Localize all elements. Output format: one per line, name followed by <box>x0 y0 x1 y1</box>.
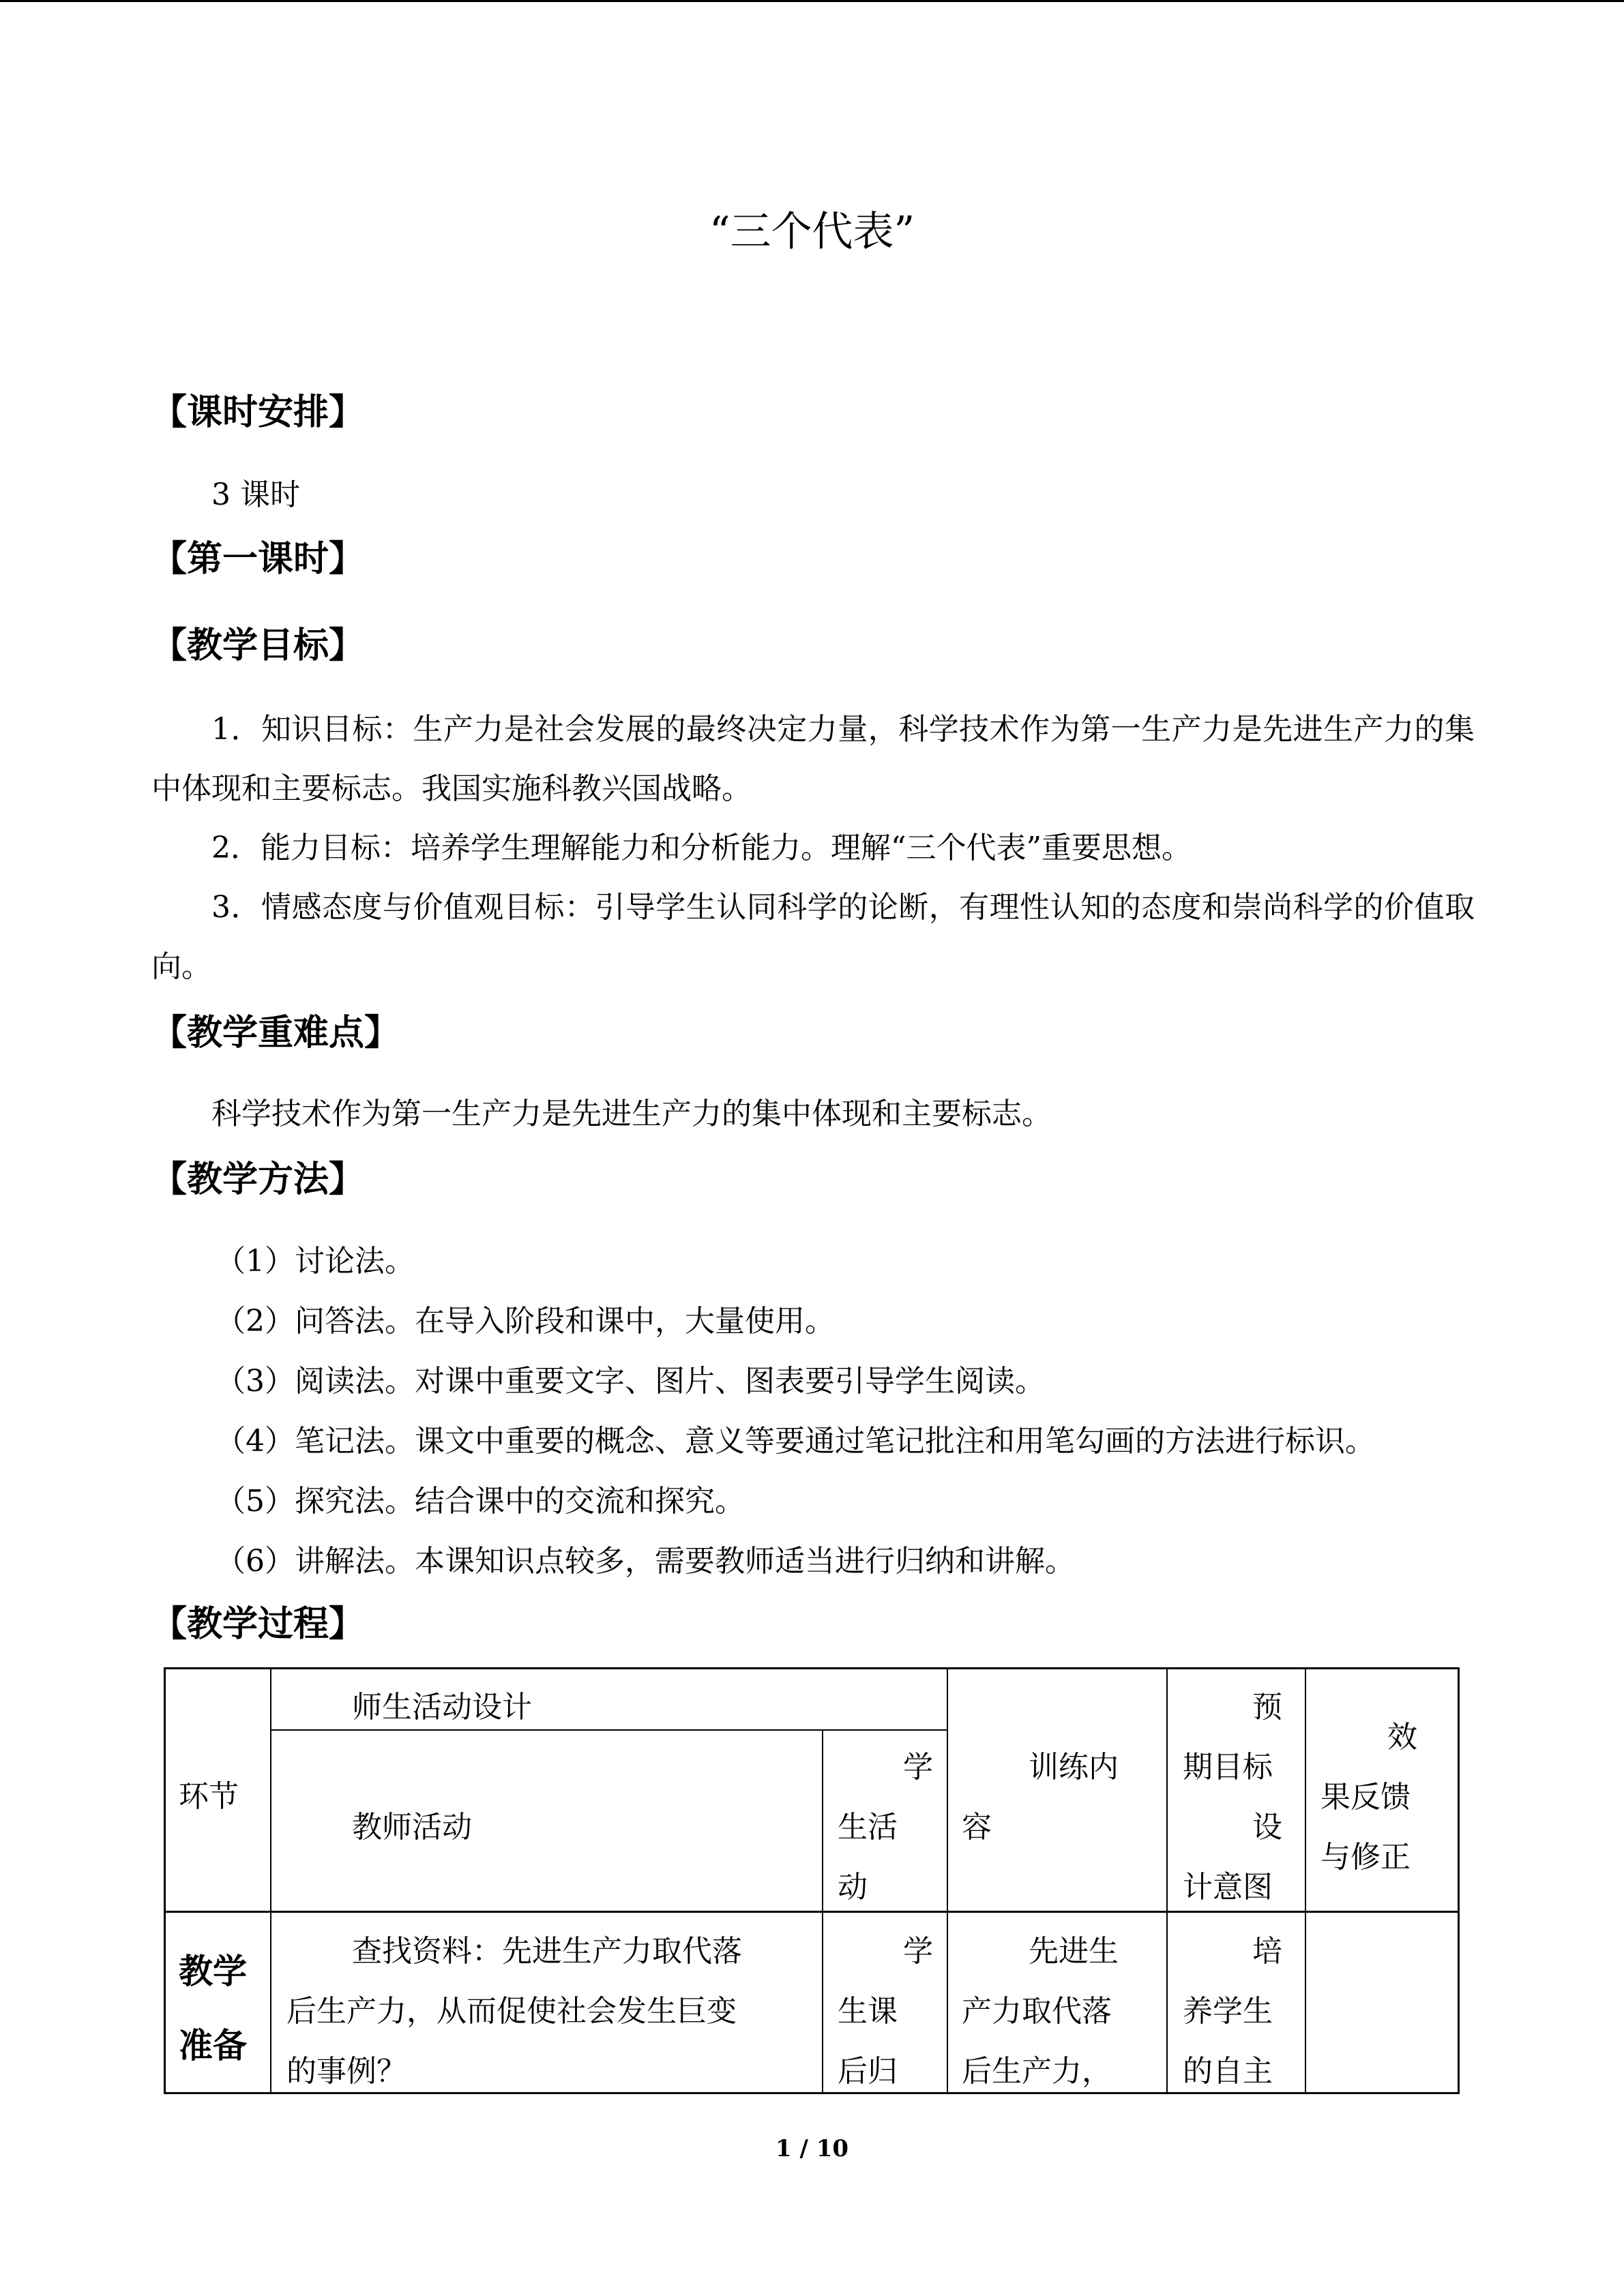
row-expected-goal: 养学生 <box>1183 1994 1273 2029</box>
header-feedback: 效 <box>1387 1720 1417 1755</box>
row-expected-goal: 的自主 <box>1183 2054 1273 2089</box>
method-item: （2）问答法。在导入阶段和课中，大量使用。 <box>216 1304 835 1339</box>
table-border-top <box>164 1667 1460 1669</box>
document-title: “三个代表” <box>709 208 915 256</box>
table-rule <box>1166 1667 1168 2094</box>
header-student-activity: 学 <box>903 1750 933 1785</box>
heading-objectives: 【教学目标】 <box>151 625 365 666</box>
row-training-content: 后生产力， <box>962 2054 1112 2089</box>
row-stage: 准备 <box>179 2025 247 2066</box>
heading-key-points: 【教学重难点】 <box>151 1012 400 1054</box>
method-item: （4）笔记法。课文中重要的概念、意义等要通过笔记批注和用笔勾画的方法进行标识。 <box>216 1424 1375 1459</box>
page-number: 1 / 10 <box>775 2135 849 2162</box>
key-points-text: 科学技术作为第一生产力是先进生产力的集中体现和主要标志。 <box>211 1097 1052 1131</box>
heading-first-lesson: 【第一课时】 <box>151 538 365 580</box>
header-expected-goal: 期目标 <box>1183 1750 1273 1785</box>
row-teacher-activity: 的事例？ <box>286 2054 407 2089</box>
table-rule <box>1305 1667 1306 2094</box>
header-activity-design: 师生活动设计 <box>352 1690 532 1725</box>
row-training-content: 产力取代落 <box>962 1994 1112 2029</box>
table-rule <box>270 1667 271 2094</box>
header-feedback: 果反馈 <box>1320 1780 1411 1815</box>
header-expected-goal: 设 <box>1252 1810 1282 1845</box>
header-student-activity: 生活 <box>838 1810 898 1845</box>
objective-item-3: 3．情感态度与价值观目标：引导学生认同科学的论断，有理性认知的态度和崇尚科学的价值取向。 <box>151 890 1475 984</box>
header-student-activity: 动 <box>838 1870 868 1905</box>
table-border-right <box>1458 1667 1460 2094</box>
header-expected-goal: 计意图 <box>1183 1870 1273 1905</box>
page-top-border <box>0 0 1624 2</box>
row-teacher-activity: 查找资料：先进生产力取代落 <box>352 1934 742 1969</box>
method-item: （5）探究法。结合课中的交流和探究。 <box>216 1484 745 1519</box>
table-rule <box>947 1667 948 2094</box>
row-stage: 教学 <box>179 1951 247 1991</box>
header-stage: 环节 <box>179 1779 239 1814</box>
method-item: （1）讨论法。 <box>216 1244 415 1279</box>
method-item: （6）讲解法。本课知识点较多，需要教师适当进行归纳和讲解。 <box>216 1544 1075 1579</box>
objective-item-1: 1．知识目标：生产力是社会发展的最终决定力量，科学技术作为第一生产力是先进生产力的集中体现和主要标志。我国实施科教兴国战略。 <box>151 712 1475 806</box>
row-student-activity: 生课 <box>838 1994 898 2029</box>
header-expected-goal: 预 <box>1252 1690 1282 1725</box>
heading-process: 【教学过程】 <box>151 1603 365 1645</box>
table-rule <box>822 1729 823 2094</box>
header-training-content: 训练内 <box>1029 1750 1119 1785</box>
header-training-content: 容 <box>962 1810 992 1845</box>
row-expected-goal: 培 <box>1252 1934 1282 1969</box>
row-training-content: 先进生 <box>1029 1934 1119 1969</box>
row-teacher-activity: 后生产力，从而促使社会发生巨变 <box>286 1994 737 2029</box>
heading-schedule: 【课时安排】 <box>151 391 365 433</box>
heading-methods: 【教学方法】 <box>151 1159 365 1200</box>
objective-item-2: 2．能力目标：培养学生理解能力和分析能力。理解“三个代表”重要思想。 <box>211 831 1192 865</box>
header-teacher-activity: 教师活动 <box>352 1810 472 1845</box>
table-border-left <box>164 1667 166 2094</box>
row-student-activity: 学 <box>903 1934 933 1969</box>
method-item: （3）阅读法。对课中重要文字、图片、图表要引导学生阅读。 <box>216 1364 1045 1399</box>
schedule-text: 3 课时 <box>211 477 300 512</box>
header-feedback: 与修正 <box>1320 1840 1411 1875</box>
row-student-activity: 后归 <box>838 2054 898 2089</box>
